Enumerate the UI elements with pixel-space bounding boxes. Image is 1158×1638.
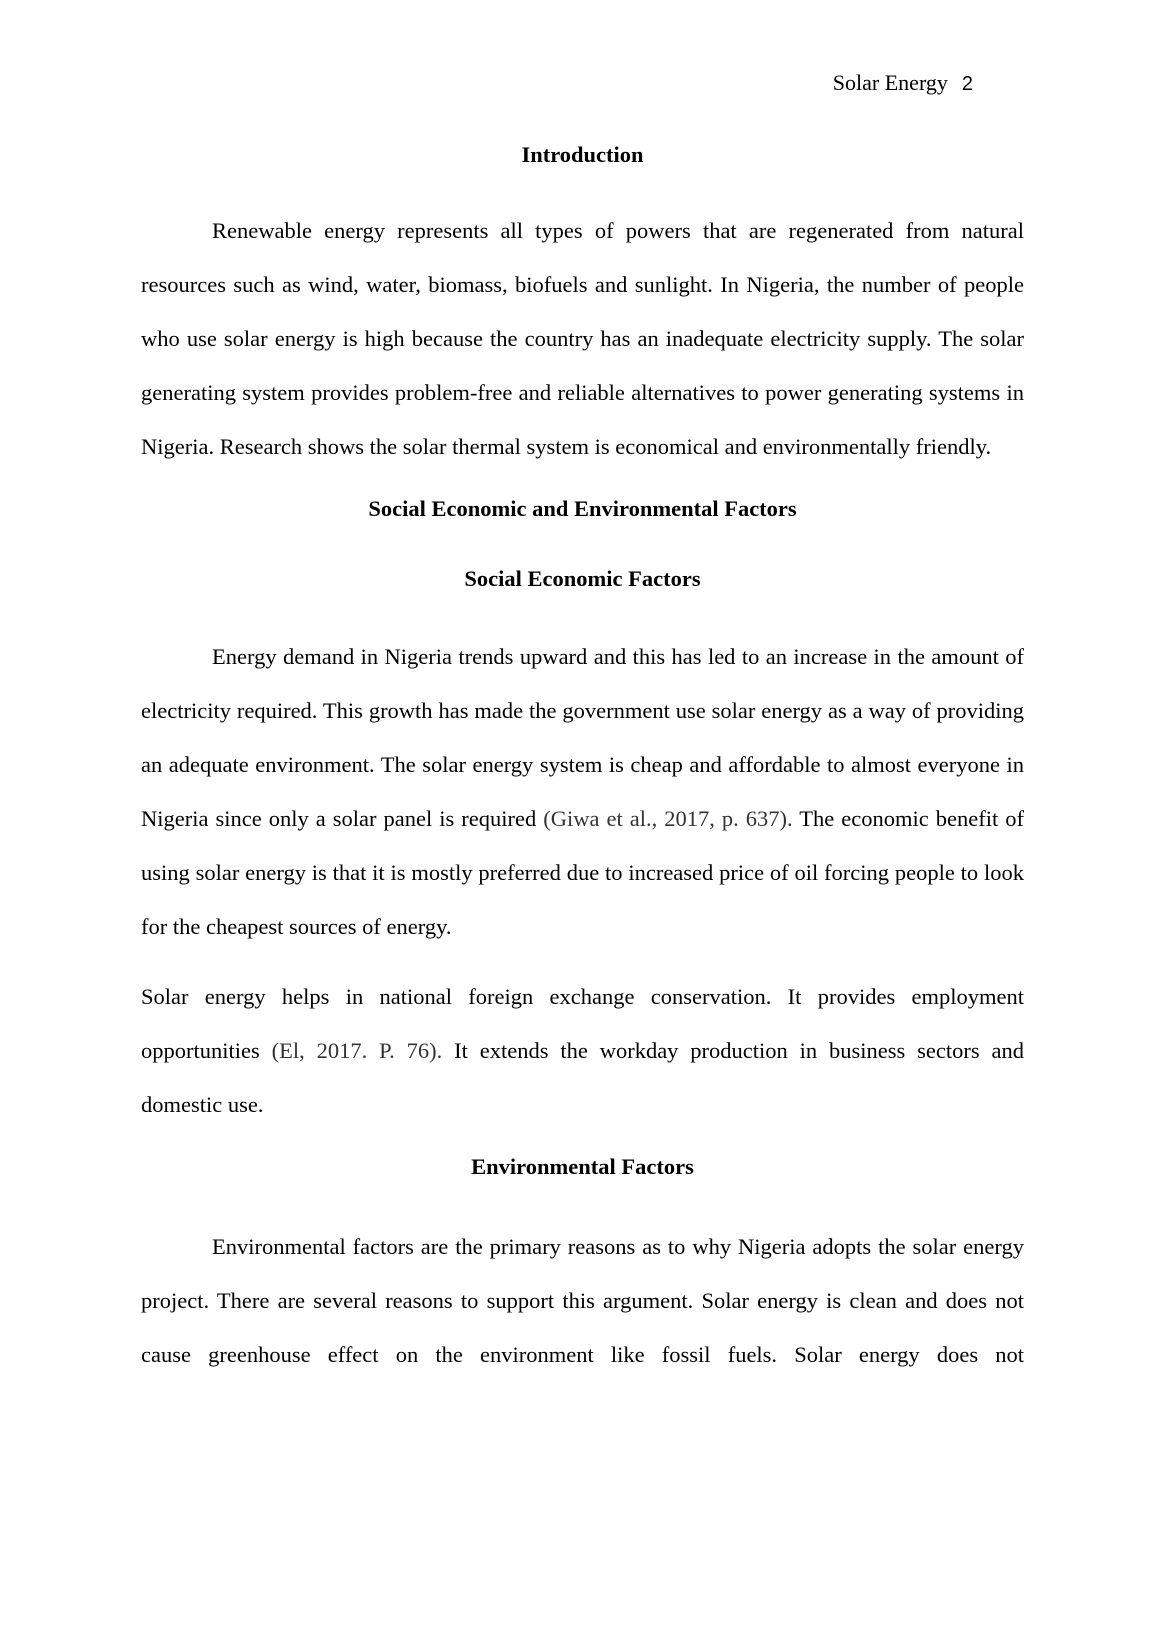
paragraph-social-economic-2 [141, 970, 1024, 1132]
paragraph-environmental: Environmental factors are the primary reasons as to why Nigeria adopts the solar energy project. There are several reasons to support this argument. Solar energy is clean and does not cause greenhouse effect on the environment like fossil fuels. Solar energy does not [141, 1234, 1024, 1367]
heading-introduction: Introduction [521, 142, 644, 167]
running-head [833, 68, 973, 99]
paragraph-text: It extends the workday production in business sectors and domestic use. [141, 1038, 1024, 1117]
heading-social-economic-environmental: Social Economic and Environmental Factors [368, 496, 797, 521]
paragraph-social-economic-1 [141, 630, 1024, 954]
running-title: Solar Energy [832, 70, 948, 95]
document-body [141, 136, 1024, 1382]
paragraph-text: Energy demand in Nigeria trends upward and this has led to an increase in the amount of electricity required. This growth has made the government use solar energy as a way of providing an adequate environment. The solar energy system is cheap and affordable to almost everyone in Nigeria since only a solar panel is required [141, 644, 1024, 831]
heading-environmental-factors: Environmental Factors [471, 1154, 694, 1179]
paragraph-introduction: Renewable energy represents all types of powers that are regenerated from natural resources such as wind, water, biomass, biofuels and sunlight. In Nigeria, the number of people who use solar energy is high because the country has an inadequate electricity supply. The solar generating system provides problem-free and reliable alternatives to power generating systems in Nigeria. Research shows the solar thermal system is economical and environmentally friendly. [141, 218, 1024, 459]
page-number: 2 [961, 73, 973, 95]
paragraph-text: Solar energy helps in national foreign exchange conservation. It provides employment opportunities [141, 984, 1024, 1063]
paragraph-text: The economic benefit of using solar energy is that it is mostly preferred due to increased price of oil forcing people to look for the cheapest sources of energy. [141, 806, 1025, 939]
citation-el: (El, 2017. P. 76). [271, 1038, 443, 1063]
heading-social-economic-factors: Social Economic Factors [464, 566, 701, 591]
citation-giwa: (Giwa et al., 2017, p. 637). [543, 806, 793, 831]
